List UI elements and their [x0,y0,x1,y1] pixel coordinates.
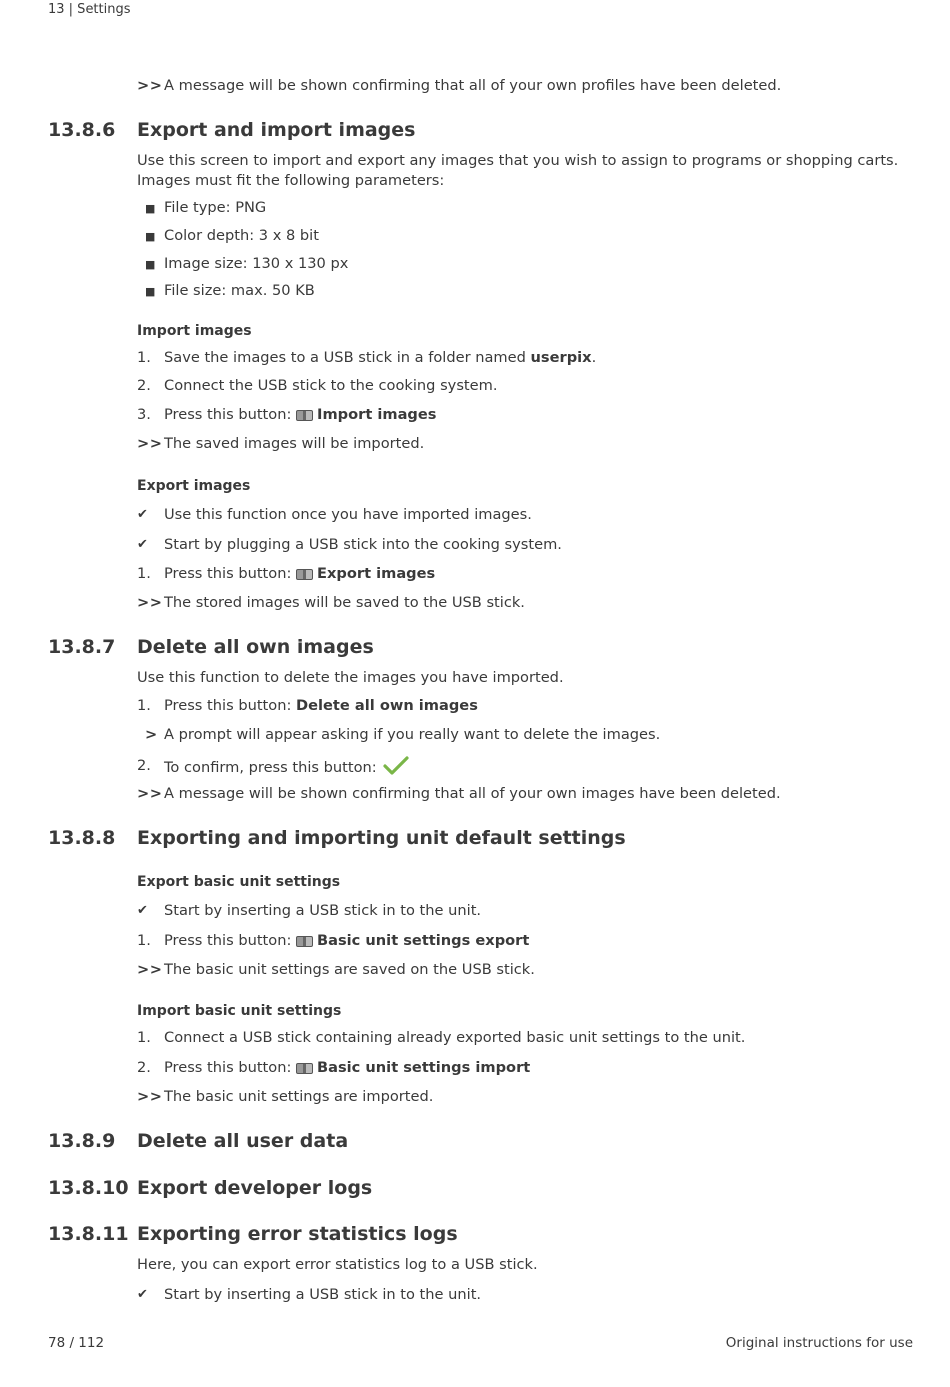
section-title: Export and import images [137,119,416,141]
bullet-marker: ■ [145,285,156,298]
bullet-marker: ■ [145,202,156,215]
result-text: The basic unit settings are imported. [164,1088,434,1105]
section-title: Delete all own images [137,636,374,658]
step-text: Connect the USB stick to the cooking system. [164,377,498,394]
result-marker: >> [137,77,163,94]
result-marker: >> [137,961,163,978]
usb-button-icon [296,410,313,421]
result-text: The saved images will be imported. [164,435,425,452]
section-paragraph: Here, you can export error statistics log to a USB stick. [137,1256,538,1273]
precondition-text: Start by plugging a USB stick into the cooking system. [164,536,562,553]
step-number: 1. [137,1029,151,1046]
bullet-item: File type: PNG [164,199,267,216]
bullet-item: File size: max. 50 KB [164,282,315,299]
section-paragraph: Use this screen to import and export any images that you wish to assign to programs or shopping carts. Images must fit the following parameters: [137,152,899,189]
result-text: The stored images will be saved to the USB stick. [164,594,525,611]
step-number: 1. [137,565,151,582]
section-number: 13.8.7 [48,636,116,658]
section-number: 13.8.6 [48,119,116,141]
confirm-check-icon [383,756,409,776]
precondition-text: Start by inserting a USB stick in to the unit. [164,1286,482,1303]
section-title: Delete all user data [137,1130,349,1152]
check-icon: ✔ [137,537,148,552]
bullet-item: Image size: 130 x 130 px [164,255,349,272]
result-text: A message will be shown confirming that all of your own profiles have been deleted. [164,77,782,94]
check-icon: ✔ [137,1287,148,1302]
step-text: Press this button: Delete all own images [164,697,478,714]
step-text: Press this button: Export images [164,565,436,582]
page-number: 78 / 112 [48,1335,105,1351]
precondition-text: Use this function once you have imported images. [164,506,532,523]
interim-result-marker: > [145,726,158,743]
step-text: Press this button: Import images [164,406,437,423]
step-number: 1. [137,349,151,366]
section-number: 13.8.10 [48,1177,129,1199]
section-number: 13.8.11 [48,1223,129,1245]
result-marker: >> [137,1088,163,1105]
section-title: Exporting error statistics logs [137,1223,458,1245]
bullet-marker: ■ [145,230,156,243]
result-text: A message will be shown confirming that all of your own images have been deleted. [164,785,781,802]
subheading: Import basic unit settings [137,1003,342,1019]
page-header: 13 | Settings [48,2,131,17]
step-number: 3. [137,406,151,423]
subheading: Export basic unit settings [137,874,341,890]
result-marker: >> [137,435,163,452]
step-number: 1. [137,697,151,714]
step-number: 1. [137,932,151,949]
step-number: 2. [137,1059,151,1076]
step-text: Save the images to a USB stick in a folder named userpix. [164,349,597,366]
section-paragraph: Use this function to delete the images you have imported. [137,669,564,686]
section-title: Exporting and importing unit default settings [137,827,626,849]
step-number: 2. [137,757,151,774]
result-marker: >> [137,785,163,802]
section-number: 13.8.9 [48,1130,116,1152]
interim-result-text: A prompt will appear asking if you really want to delete the images. [164,726,661,743]
step-number: 2. [137,377,151,394]
usb-button-icon [296,569,313,580]
step-text: To confirm, press this button: [164,756,409,778]
subheading: Export images [137,478,251,494]
step-text: Press this button: Basic unit settings export [164,932,530,949]
precondition-text: Start by inserting a USB stick in to the unit. [164,902,482,919]
step-text: Press this button: Basic unit settings import [164,1059,531,1076]
usb-button-icon [296,936,313,947]
section-number: 13.8.8 [48,827,116,849]
check-icon: ✔ [137,507,148,522]
usb-button-icon [296,1063,313,1074]
section-title: Export developer logs [137,1177,373,1199]
bullet-marker: ■ [145,258,156,271]
subheading: Import images [137,323,252,339]
bullet-item: Color depth: 3 x 8 bit [164,227,319,244]
step-text: Connect a USB stick containing already exported basic unit settings to the unit. [164,1029,746,1046]
check-icon: ✔ [137,903,148,918]
result-text: The basic unit settings are saved on the USB stick. [164,961,535,978]
result-marker: >> [137,594,163,611]
footer-note: Original instructions for use [725,1335,913,1351]
